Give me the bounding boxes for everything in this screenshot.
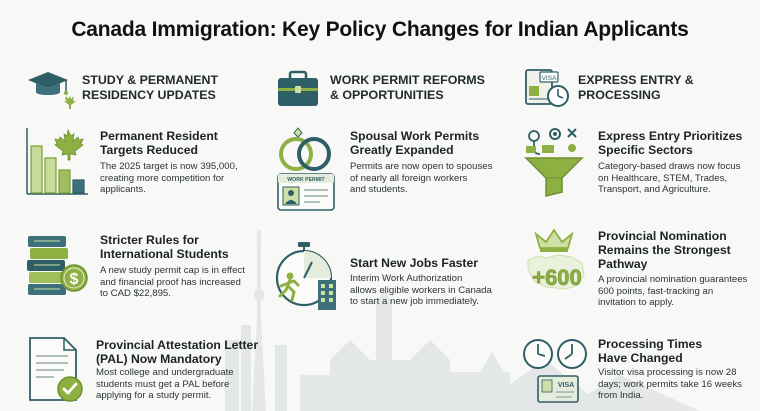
stopwatch-running-person-icon: [274, 240, 344, 314]
page-title: Canada Immigration: Key Policy Changes for Indian Applicants: [71, 18, 689, 41]
item-title-line: Provincial Attestation Letter: [96, 338, 259, 352]
visa-label: VISA: [541, 75, 557, 82]
item-body-line: to CAD $22,895.: [100, 288, 171, 299]
declining-bar-chart-maple-leaf-icon: [24, 126, 90, 196]
item-title-line: Remains the Strongest: [598, 243, 731, 257]
item-title-line: Have Changed: [598, 351, 683, 365]
item-body-line: students must get a PAL before: [96, 378, 230, 390]
graduation-cap-maple-leaf-icon: [24, 66, 76, 110]
item-express-entry-sectors: [522, 126, 758, 210]
item-body-line: Most college and undergraduate: [96, 367, 234, 378]
item-pal-mandatory: [24, 334, 274, 410]
item-body-line: of nearly all foreign workers: [350, 172, 468, 184]
item-title-line: Greatly Expanded: [350, 143, 454, 157]
item-body-line: Transport, and Agriculture.: [598, 184, 711, 195]
item-title-line: Processing Times: [598, 337, 703, 351]
item-title-line: (PAL) Now Mandatory: [96, 352, 222, 366]
item-title-line: Targets Reduced: [100, 143, 198, 157]
item-body-line: on Healthcare, STEM, Trades,: [598, 172, 728, 184]
item-title-line: Stricter Rules for: [100, 233, 199, 247]
item-body-line: to start a new job immediately.: [350, 296, 479, 307]
item-body-line: The 2025 target is now 395,000,: [100, 161, 238, 172]
item-body-line: allows eligible workers in Canada: [350, 284, 492, 296]
item-body-line: creating more competition for: [100, 172, 225, 184]
visa-passport-clock-icon: [520, 66, 572, 110]
work-permit-label: WORK PERMIT: [287, 177, 325, 183]
item-body-line: 600 points, fast-tracking an: [598, 285, 714, 297]
sector-icons-funnel-icon: [522, 126, 588, 198]
item-title-line: Pathway: [598, 257, 648, 271]
item-body-line: and students.: [350, 184, 408, 195]
column-heading-line: STUDY & PERMANENT: [82, 73, 219, 87]
item-body-line: A provincial nomination guarantees: [598, 274, 748, 285]
item-body-line: Visitor visa processing is now 28: [598, 367, 737, 378]
briefcase-icon: [272, 66, 324, 110]
item-international-students: [24, 230, 264, 310]
clocks-visa-icon: [522, 334, 592, 408]
wedding-rings-work-permit-icon: [274, 126, 342, 212]
column-header-study: [24, 66, 218, 110]
item-body-line: days; work permits take 16 weeks: [598, 378, 742, 390]
item-body-line: Category-based draws now focus: [598, 161, 741, 172]
item-title-line: International Students: [100, 247, 229, 261]
item-body-line: Interim Work Authorization: [350, 273, 463, 284]
crown-plus-600-map-icon: [522, 226, 592, 304]
books-dollar-coin-icon: [24, 230, 90, 300]
item-provincial-nomination: [522, 226, 758, 316]
column-heading-line: WORK PERMIT REFORMS: [330, 73, 485, 87]
item-title-line: Spousal Work Permits: [350, 129, 480, 143]
item-body-line: Permits are now open to spouses: [350, 161, 493, 172]
item-title-line: Express Entry Prioritizes: [598, 129, 743, 143]
item-body-line: invitation to apply.: [598, 297, 675, 308]
column-heading-line: PROCESSING: [578, 88, 661, 102]
item-processing-times: [522, 334, 758, 410]
item-title-line: Provincial Nomination: [598, 229, 727, 243]
column-header-express-entry: [520, 66, 694, 110]
item-spousal-permits: [274, 126, 504, 216]
item-start-jobs-faster: [274, 240, 504, 320]
document-checkmark-icon: [24, 334, 90, 404]
column-header-work: [272, 66, 485, 110]
item-body-line: applying for a study permit.: [96, 390, 212, 401]
item-body-line: applicants.: [100, 184, 146, 195]
visa-card-label: VISA: [557, 382, 575, 389]
column-heading-line: RESIDENCY UPDATES: [82, 88, 216, 102]
item-body-line: from India.: [598, 390, 644, 401]
column-heading-line: EXPRESS ENTRY &: [578, 73, 694, 87]
item-title-line: Permanent Resident: [100, 129, 218, 143]
svg-text:$: $: [69, 271, 79, 288]
item-body-line: A new study permit cap is in effect: [100, 265, 245, 276]
column-heading-line: & OPPORTUNITIES: [330, 88, 444, 102]
item-pr-targets: [24, 126, 264, 206]
plus-600-label: +600: [532, 265, 582, 290]
item-title-line: Start New Jobs Faster: [350, 256, 479, 270]
item-body-line: and financial proof has increased: [100, 276, 241, 288]
item-title-line: Specific Sectors: [598, 143, 693, 157]
